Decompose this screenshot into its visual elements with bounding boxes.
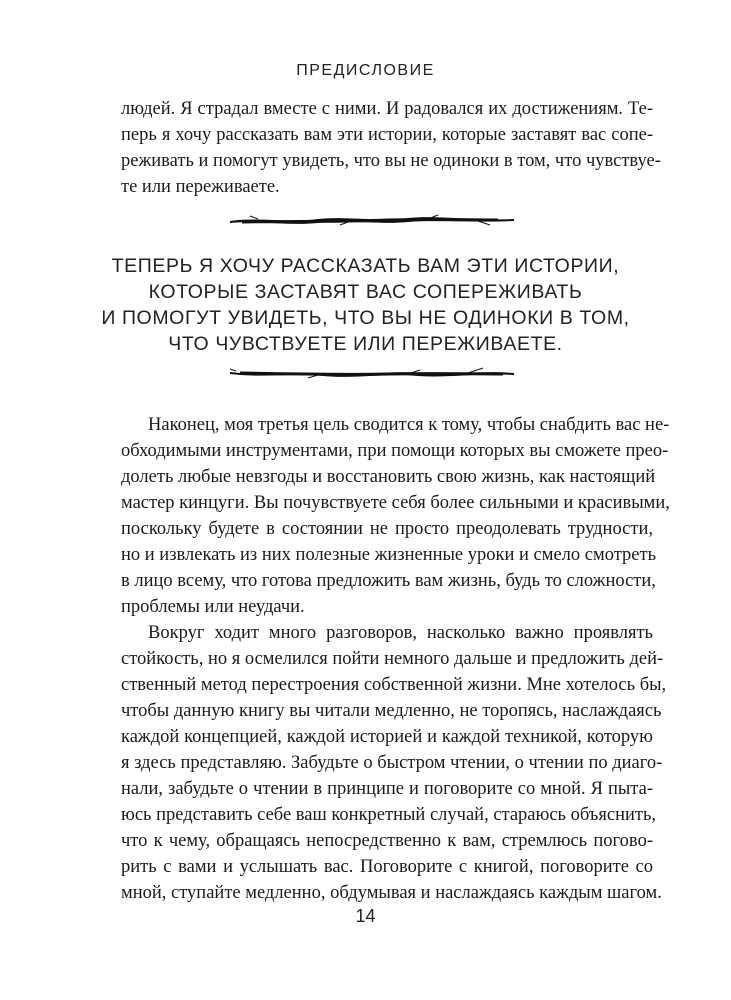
text-line: нали, забудьте о чтении в принципе и поговорите со мной. Я пыта- xyxy=(121,779,653,799)
paragraph xyxy=(121,620,667,906)
text-line: перь я хочу рассказать вам эти истории, которые заставят вас сопе- xyxy=(121,125,653,145)
text-line: стойкость, но я осмелился пойти немного дальше и предложить дей- xyxy=(121,649,664,669)
text-line: проблемы или неудачи. xyxy=(121,597,305,617)
text-line: обходимыми инструментами, при помощи которых вы сможете прео- xyxy=(121,441,669,461)
paragraph-top xyxy=(121,96,661,200)
text-line: но и извлекать из них полезные жизненные уроки и смело смотреть xyxy=(121,545,657,565)
running-header: ПРЕДИСЛОВИЕ xyxy=(296,62,435,79)
text-line: поскольку будете в состоянии не просто преодолевать трудности, xyxy=(121,519,653,539)
main-body xyxy=(121,412,670,906)
text-line: людей. Я страдал вместе с ними. И радовался их достижениям. Те- xyxy=(121,99,653,119)
pull-quote xyxy=(0,253,731,357)
text-line: каждой концепцией, каждой историей и каждой техникой, которую xyxy=(121,727,653,747)
text-line: я здесь представляю. Забудьте о быстром чтении, о чтении по диаго- xyxy=(121,753,663,773)
brush-stroke-divider-top xyxy=(228,210,516,230)
quote-line: И ПОМОГУТ УВИДЕТЬ, ЧТО ВЫ НЕ ОДИНОКИ В ТОМ, xyxy=(101,307,630,329)
text-line: Вокруг ходит много разговоров, насколько важно проявлять xyxy=(148,623,653,643)
text-line: чтобы данную книгу вы читали медленно, не торопясь, наслаждаясь xyxy=(121,701,662,721)
text-line: что к чему, обращаясь непосредственно к вам, стремлюсь поговo- xyxy=(121,831,653,851)
text-line: юсь представить себе ваш конкретный случай, стараюсь объяснить, xyxy=(121,805,657,825)
brush-stroke-divider-bottom xyxy=(228,362,516,382)
text-line: рить с вами и услышать вас. Поговорите с книгой, поговорите со xyxy=(121,857,653,877)
quote-line: ТЕПЕРЬ Я ХОЧУ РАССКАЗАТЬ ВАМ ЭТИ ИСТОРИИ, xyxy=(111,255,620,277)
text-line: реживать и помогут увидеть, что вы не одиноки в том, что чувствуе- xyxy=(121,151,661,171)
text-line: мастер кинцуги. Вы почувствуете себя более сильными и красивыми, xyxy=(121,493,670,513)
text-line: долеть любые невзгоды и восстановить свою жизнь, как настоящий xyxy=(121,467,656,487)
quote-line: ЧТО ЧУВСТВУЕТЕ ИЛИ ПЕРЕЖИВАЕТЕ. xyxy=(168,333,563,355)
page-number: 14 xyxy=(355,906,376,926)
text-line: те или переживаете. xyxy=(121,177,280,197)
text-line: ственный метод перестроения собственной жизни. Мне хотелось бы, xyxy=(121,675,667,695)
text-line: Наконец, моя третья цель сводится к тому, чтобы снабдить вас не- xyxy=(148,415,670,435)
paragraph xyxy=(121,412,670,620)
text-line: в лицо всему, что готова предложить вам жизнь, будь то сложности, xyxy=(121,571,656,591)
quote-line: КОТОРЫЕ ЗАСТАВЯТ ВАС СОПЕРЕЖИВАТЬ xyxy=(148,281,583,303)
text-line: мной, ступайте медленно, обдумывая и наслаждаясь каждым шагом. xyxy=(121,883,662,903)
